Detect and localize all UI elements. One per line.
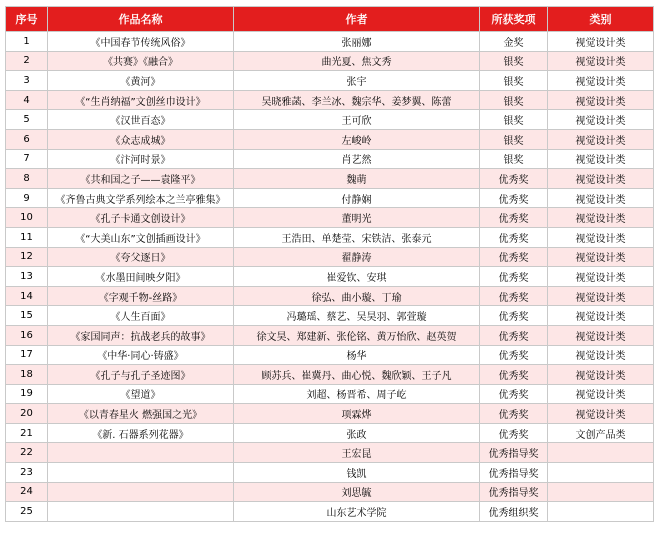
table-row [6, 247, 654, 267]
cell-author: 王可欣 [234, 110, 480, 130]
cell-author: 刘超、杨晋希、周子屹 [234, 384, 480, 404]
cell-award: 银奖 [480, 129, 548, 149]
cell-title: 《字观千物-丝路》 [48, 286, 234, 306]
cell-title: 《家国同声：抗战老兵的故事》 [48, 325, 234, 345]
cell-category: 视觉设计类 [548, 404, 654, 424]
cell-no: 21 [6, 423, 48, 443]
table-row [6, 267, 654, 287]
cell-category: 视觉设计类 [548, 71, 654, 91]
cell-no: 7 [6, 149, 48, 169]
cell-category: 视觉设计类 [548, 325, 654, 345]
cell-no: 15 [6, 306, 48, 326]
cell-award: 优秀指导奖 [480, 482, 548, 502]
cell-author: 徐弘、曲小璇、丁瑜 [234, 286, 480, 306]
header-no: 序号 [6, 7, 48, 32]
table-row [6, 129, 654, 149]
cell-award: 优秀指导奖 [480, 443, 548, 463]
cell-author: 魏萌 [234, 169, 480, 189]
cell-no: 3 [6, 71, 48, 91]
cell-category: 视觉设计类 [548, 188, 654, 208]
cell-author: 肖艺然 [234, 149, 480, 169]
cell-award: 优秀奖 [480, 247, 548, 267]
cell-award: 银奖 [480, 71, 548, 91]
cell-author: 吴晓雅菡、李兰冰、魏宗华、姜梦翼、陈蕾 [234, 90, 480, 110]
cell-no: 1 [6, 32, 48, 52]
table-row [6, 90, 654, 110]
header-award: 所获奖项 [480, 7, 548, 32]
cell-category: 视觉设计类 [548, 32, 654, 52]
table-row [6, 227, 654, 247]
cell-no: 12 [6, 247, 48, 267]
cell-no: 11 [6, 227, 48, 247]
table-row [6, 404, 654, 424]
cell-category: 视觉设计类 [548, 365, 654, 385]
cell-award: 银奖 [480, 90, 548, 110]
table-row [6, 286, 654, 306]
cell-title: 《汴河时景》 [48, 149, 234, 169]
cell-no: 22 [6, 443, 48, 463]
cell-author: 张政 [234, 423, 480, 443]
cell-no: 16 [6, 325, 48, 345]
cell-title: 《共和国之子——袁隆平》 [48, 169, 234, 189]
cell-author: 顾苏兵、崔冀丹、曲心悦、魏欣颖、王子凡 [234, 365, 480, 385]
cell-no: 17 [6, 345, 48, 365]
cell-category: 视觉设计类 [548, 247, 654, 267]
table-row [6, 384, 654, 404]
cell-title: 《“大美山东”文创插画设计》 [48, 227, 234, 247]
cell-title [48, 463, 234, 483]
cell-no: 14 [6, 286, 48, 306]
cell-author: 杨华 [234, 345, 480, 365]
cell-category: 视觉设计类 [548, 169, 654, 189]
cell-no: 23 [6, 463, 48, 483]
header-author: 作者 [234, 7, 480, 32]
table-row [6, 188, 654, 208]
cell-no: 20 [6, 404, 48, 424]
table-row [6, 423, 654, 443]
cell-author: 付静娴 [234, 188, 480, 208]
cell-title: 《水墨田间映夕阳》 [48, 267, 234, 287]
cell-no: 4 [6, 90, 48, 110]
cell-title: 《中华·同心·铸盛》 [48, 345, 234, 365]
cell-title: 《以青春星火 燃强国之光》 [48, 404, 234, 424]
table-row [6, 208, 654, 228]
table-row [6, 169, 654, 189]
cell-award: 金奖 [480, 32, 548, 52]
cell-category [548, 502, 654, 522]
cell-award: 优秀奖 [480, 345, 548, 365]
cell-title: 《共赛》《融合》 [48, 51, 234, 71]
cell-author: 张丽娜 [234, 32, 480, 52]
cell-author: 钱凯 [234, 463, 480, 483]
cell-category [548, 443, 654, 463]
cell-title [48, 443, 234, 463]
cell-author: 山东艺术学院 [234, 502, 480, 522]
cell-award: 优秀奖 [480, 365, 548, 385]
cell-category: 视觉设计类 [548, 345, 654, 365]
cell-title: 《夸父逐日》 [48, 247, 234, 267]
table-row [6, 51, 654, 71]
cell-category [548, 463, 654, 483]
table-row [6, 306, 654, 326]
cell-title: 《汉世百态》 [48, 110, 234, 130]
cell-title: 《中国春节传统风俗》 [48, 32, 234, 52]
cell-category: 视觉设计类 [548, 110, 654, 130]
table-row [6, 365, 654, 385]
cell-title: 《新. 石器系列花器》 [48, 423, 234, 443]
cell-title [48, 502, 234, 522]
cell-category: 视觉设计类 [548, 149, 654, 169]
header-title: 作品名称 [48, 7, 234, 32]
table-row [6, 325, 654, 345]
cell-category: 视觉设计类 [548, 227, 654, 247]
table-row [6, 482, 654, 502]
cell-no: 13 [6, 267, 48, 287]
cell-title: 《黄河》 [48, 71, 234, 91]
cell-author: 项霖烨 [234, 404, 480, 424]
cell-category: 文创产品类 [548, 423, 654, 443]
cell-title: 《孔子卡通文创设计》 [48, 208, 234, 228]
cell-category: 视觉设计类 [548, 129, 654, 149]
cell-author: 冯璐瑶、蔡艺、吴昊羽、郭萱璇 [234, 306, 480, 326]
cell-author: 徐文昊、郑建新、张伦铭、黄万怡欣、赵英贺 [234, 325, 480, 345]
cell-award: 银奖 [480, 51, 548, 71]
cell-award: 优秀奖 [480, 286, 548, 306]
cell-no: 8 [6, 169, 48, 189]
awards-table [5, 6, 654, 522]
cell-author: 刘思毓 [234, 482, 480, 502]
cell-category: 视觉设计类 [548, 51, 654, 71]
cell-award: 优秀组织奖 [480, 502, 548, 522]
cell-award: 优秀奖 [480, 169, 548, 189]
header-row [6, 7, 654, 32]
header-category: 类别 [548, 7, 654, 32]
cell-award: 优秀奖 [480, 306, 548, 326]
table-row [6, 71, 654, 91]
cell-award: 优秀奖 [480, 188, 548, 208]
table-row [6, 443, 654, 463]
cell-award: 优秀奖 [480, 227, 548, 247]
cell-category [548, 482, 654, 502]
cell-no: 10 [6, 208, 48, 228]
cell-no: 2 [6, 51, 48, 71]
cell-author: 翟静涛 [234, 247, 480, 267]
table-row [6, 110, 654, 130]
cell-no: 5 [6, 110, 48, 130]
cell-no: 25 [6, 502, 48, 522]
cell-title: 《孔子与孔子圣迹图》 [48, 365, 234, 385]
cell-title: 《望道》 [48, 384, 234, 404]
cell-category: 视觉设计类 [548, 267, 654, 287]
cell-author: 董明光 [234, 208, 480, 228]
cell-award: 银奖 [480, 149, 548, 169]
cell-author: 张宇 [234, 71, 480, 91]
table-row [6, 149, 654, 169]
cell-award: 优秀指导奖 [480, 463, 548, 483]
cell-author: 王浩田、单楚莹、宋铁洁、张泰元 [234, 227, 480, 247]
table-row [6, 502, 654, 522]
cell-category: 视觉设计类 [548, 208, 654, 228]
cell-no: 9 [6, 188, 48, 208]
cell-title [48, 482, 234, 502]
cell-category: 视觉设计类 [548, 306, 654, 326]
cell-no: 6 [6, 129, 48, 149]
cell-title: 《众志成城》 [48, 129, 234, 149]
cell-author: 崔爱钦、安琪 [234, 267, 480, 287]
cell-award: 优秀奖 [480, 384, 548, 404]
table-row [6, 463, 654, 483]
table-body [6, 32, 654, 522]
cell-category: 视觉设计类 [548, 90, 654, 110]
cell-category: 视觉设计类 [548, 286, 654, 306]
cell-no: 24 [6, 482, 48, 502]
table-row [6, 32, 654, 52]
cell-award: 优秀奖 [480, 325, 548, 345]
cell-no: 18 [6, 365, 48, 385]
cell-title: 《人生百面》 [48, 306, 234, 326]
cell-title: 《“生肖纳福”文创丝巾设计》 [48, 90, 234, 110]
cell-award: 优秀奖 [480, 423, 548, 443]
cell-award: 银奖 [480, 110, 548, 130]
cell-title: 《齐鲁古典文学系列绘本之兰亭雅集》 [48, 188, 234, 208]
cell-award: 优秀奖 [480, 404, 548, 424]
cell-award: 优秀奖 [480, 267, 548, 287]
awards-table-container [5, 6, 654, 522]
cell-author: 曲光夏、焦文秀 [234, 51, 480, 71]
table-row [6, 345, 654, 365]
cell-author: 王宏昆 [234, 443, 480, 463]
cell-no: 19 [6, 384, 48, 404]
cell-award: 优秀奖 [480, 208, 548, 228]
cell-author: 左峻岭 [234, 129, 480, 149]
cell-category: 视觉设计类 [548, 384, 654, 404]
